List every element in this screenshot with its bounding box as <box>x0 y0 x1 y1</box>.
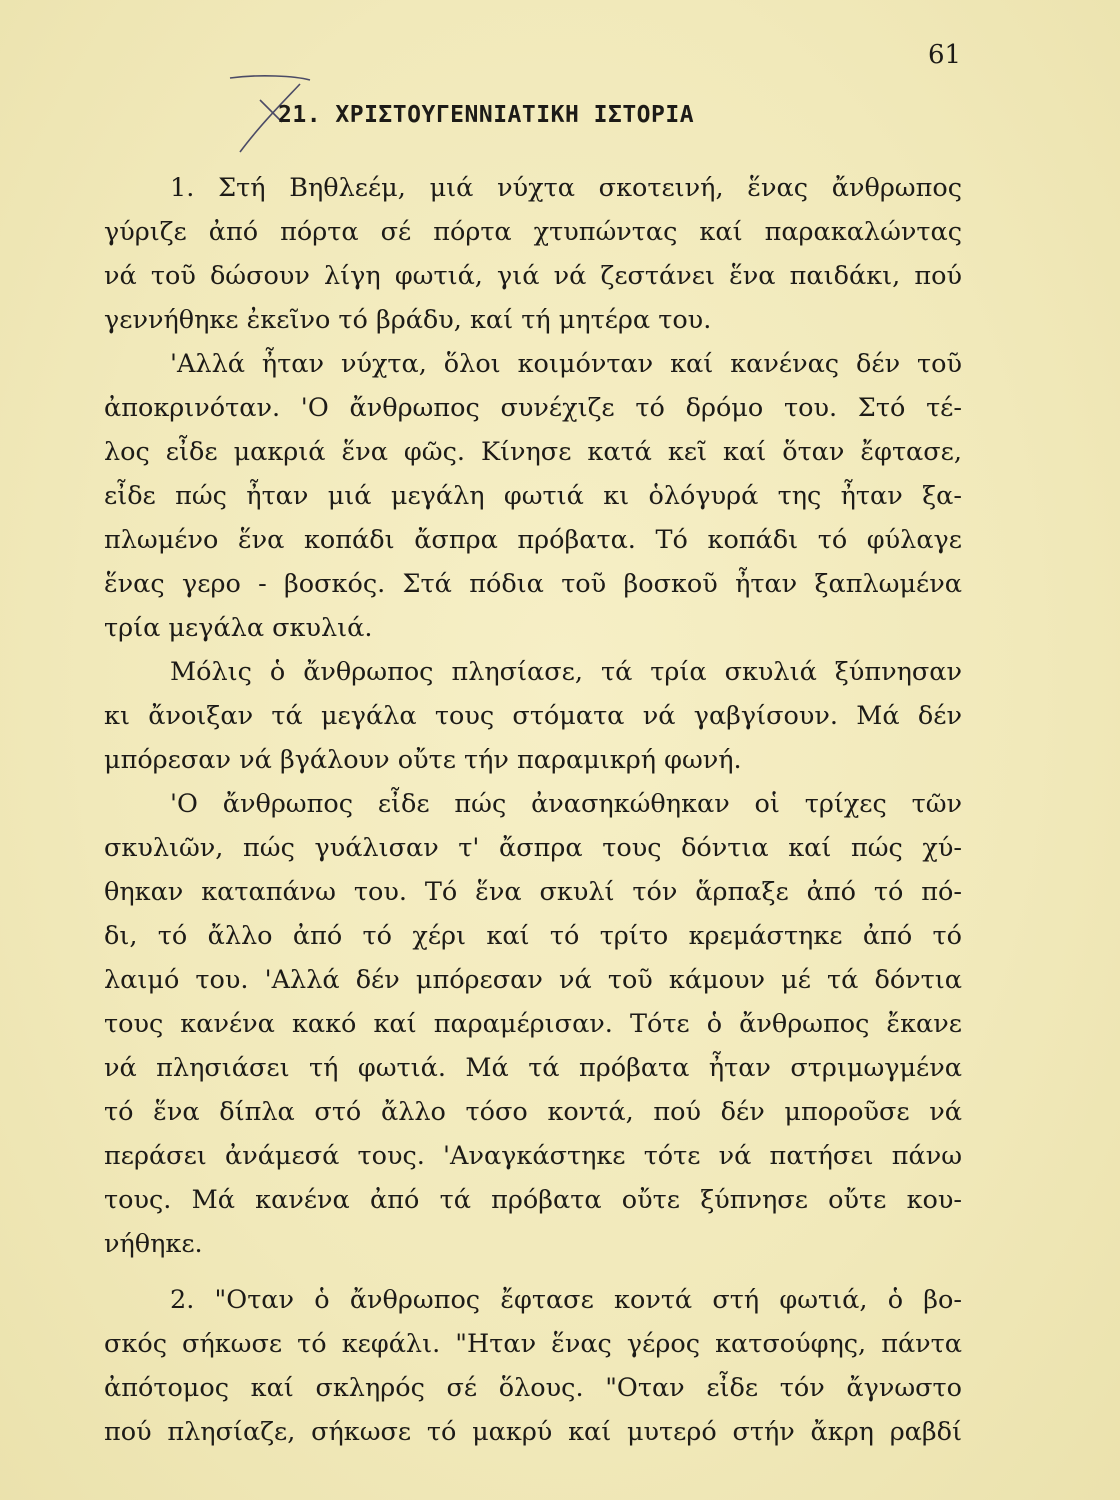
text-line-11: τρία μεγάλα σκυλιά. <box>104 613 373 643</box>
page-number: 61 <box>928 40 962 70</box>
text-line-29: πού πλησίαζε, σήκωσε τό μακρύ καί μυτερό στήν ἄκρη ραβδί <box>104 1417 962 1447</box>
text-line-14: μπόρεσαν νά βγάλουν οὔτε τήν παραμικρή φωνή. <box>104 745 742 775</box>
text-line-12: Μόλις ὁ ἄνθρωπος πλησίασε, τά τρία σκυλιά ξύπνησαν <box>170 657 962 687</box>
text-line-9: πλωμένο ἕνα κοπάδι ἄσπρα πρόβατα. Τό κοπάδι τό φύλαγε <box>104 525 962 555</box>
text-line-21: νά πλησιάσει τή φωτιά. Μά τά πρόβατα ἦταν στριμωγμένα <box>104 1053 962 1083</box>
text-line-22: τό ἕνα δίπλα στό ἄλλο τόσο κοντά, πού δέν μποροῦσε νά <box>104 1097 962 1127</box>
text-line-23: περάσει ἀνάμεσά τους. 'Αναγκάστηκε τότε νά πατήσει πάνω <box>104 1141 962 1171</box>
text-line-10: ἕνας γερο - βοσκός. Στά πόδια τοῦ βοσκοῦ ἦταν ξαπλωμένα <box>104 569 962 599</box>
text-line-17: θηκαν καταπάνω του. Τό ἕνα σκυλί τόν ἅρπαξε ἀπό τό πό- <box>104 877 962 907</box>
text-line-8: εἶδε πώς ἦταν μιά μεγάλη φωτιά κι ὁλόγυρά της ἦταν ξα- <box>104 481 962 511</box>
text-line-24: τους. Μά κανένα ἀπό τά πρόβατα οὔτε ξύπνησε οὔτε κου- <box>104 1185 962 1215</box>
text-line-18: δι, τό ἄλλο ἀπό τό χέρι καί τό τρίτο κρεμάστηκε ἀπό τό <box>104 921 962 951</box>
text-line-27: σκός σήκωσε τό κεφάλι. "Ηταν ἕνας γέρος κατσούφης, πάντα <box>104 1329 962 1359</box>
chapter-title: 21. ΧΡΙΣΤΟΥΓΕΝΝΙΑΤΙΚΗ ΙΣΤΟΡΙΑ <box>278 102 695 128</box>
text-line-25: νήθηκε. <box>104 1229 203 1259</box>
text-line-26: 2. "Οταν ὁ ἄνθρωπος ἔφτασε κοντά στή φωτιά, ὁ βο- <box>170 1285 962 1315</box>
text-line-16: σκυλιῶν, πώς γυάλισαν τ' ἄσπρα τους δόντια καί πώς χύ- <box>104 833 962 863</box>
text-line-20: τους κανένα κακό καί παραμέρισαν. Τότε ὁ ἄνθρωπος ἔκανε <box>104 1009 962 1039</box>
text-line-19: λαιμό του. 'Αλλά δέν μπόρεσαν νά τοῦ κάμουν μέ τά δόντια <box>104 965 962 995</box>
text-line-15: 'Ο ἄνθρωπος εἶδε πώς ἀνασηκώθηκαν οἱ τρίχες τῶν <box>170 789 962 819</box>
text-line-7: λος εἶδε μακριά ἕνα φῶς. Κίνησε κατά κεῖ καί ὅταν ἔφτασε, <box>104 437 962 467</box>
text-line-6: ἀποκρινόταν. 'Ο ἄνθρωπος συνέχιζε τό δρόμο του. Στό τέ- <box>104 393 962 423</box>
text-line-5: 'Αλλά ἦταν νύχτα, ὅλοι κοιμόνταν καί κανένας δέν τοῦ <box>170 349 962 379</box>
text-line-2: γύριζε ἀπό πόρτα σέ πόρτα χτυπώντας καί παρακαλώντας <box>104 217 962 247</box>
text-line-28: ἀπότομος καί σκληρός σέ ὅλους. "Οταν εἶδε τόν ἄγνωστο <box>104 1373 962 1403</box>
text-line-13: κι ἄνοιξαν τά μεγάλα τους στόματα νά γαβγίσουν. Μά δέν <box>104 701 962 731</box>
text-line-4: γεννήθηκε ἐκεῖνο τό βράδυ, καί τή μητέρα του. <box>104 305 712 335</box>
text-line-3: νά τοῦ δώσουν λίγη φωτιά, γιά νά ζεστάνει ἕνα παιδάκι, πού <box>104 261 962 291</box>
text-line-1: 1. Στή Βηθλεέμ, μιά νύχτα σκοτεινή, ἕνας ἄνθρωπος <box>170 173 962 203</box>
